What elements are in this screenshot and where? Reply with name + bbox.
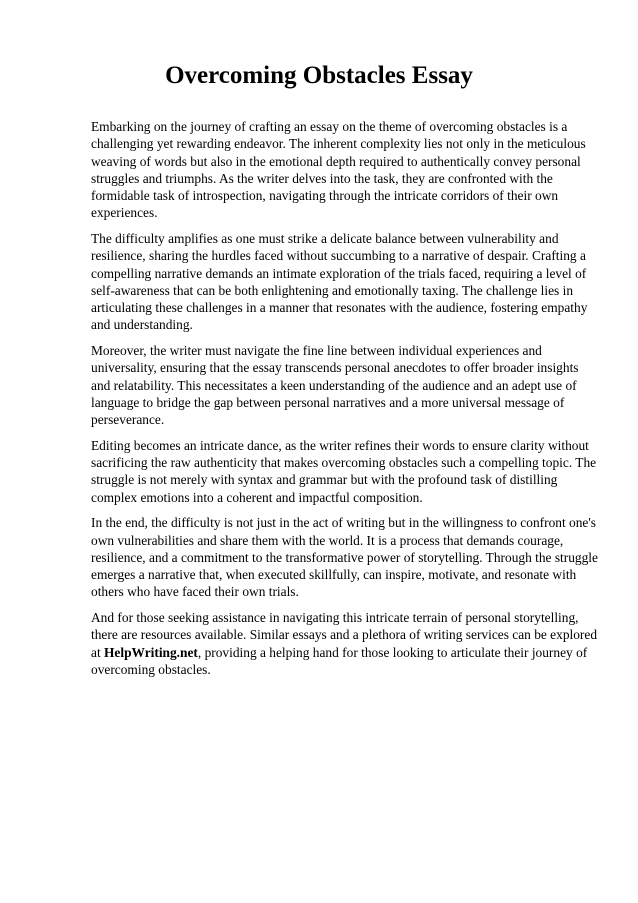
paragraph-text: Editing becomes an intricate dance, as the writer refines their words to ensure clarity without sacrificing the raw authenticity that makes overcoming obstacles such a compelling topic. The struggle is not merely with syntax and grammar but with the profound task of distilling complex emotions into a coherent and impactful composition. <box>91 437 597 505</box>
paragraph-text: The difficulty amplifies as one must strike a delicate balance between vulnerability and resilience, sharing the hurdles faced without succumbing to a narrative of despair. Crafting a compelling narrative demands an intimate exploration of the trials faced, requiring a level of self-awareness that can be both enlightening and emotionally taxing. The challenge lies in articulating these challenges in a manner that resonates with the audience, fostering empathy and understanding. <box>91 231 588 333</box>
paragraph-2 <box>91 230 599 334</box>
paragraph-closing <box>91 609 599 678</box>
document-body <box>91 118 599 687</box>
closing-text-after: , providing a helping hand for those looking to articulate their journey of overcoming obstacles. <box>91 644 588 677</box>
document-title: Overcoming Obstacles Essay <box>165 62 473 89</box>
paragraph-3 <box>91 342 599 428</box>
closing-text-before: And for those seeking assistance in navigating this intricate terrain of personal storytelling, there are resources available. Similar essays and a plethora of writing services can be explored at <box>91 610 598 660</box>
paragraph-text: Moreover, the writer must navigate the fine line between individual experiences and universality, ensuring that the essay transcends personal anecdotes to offer broader insights and relatability. This necessitates a keen understanding of the audience and an adept use of language to bridge the gap between personal narratives and a more universal message of perseverance. <box>91 343 579 427</box>
paragraph-1 <box>91 118 599 222</box>
paragraph-text: In the end, the difficulty is not just in the act of writing but in the willingness to confront one's own vulnerabilities and share them with the world. It is a process that demands courage, resilience, and a commitment to the transformative power of storytelling. Through the struggle emerges a narrative that, when executed skillfully, can inspire, motivate, and resonate with others who have faced their own trials. <box>91 515 598 600</box>
paragraph-4 <box>91 437 599 506</box>
helpwriting-link[interactable]: HelpWriting.net <box>104 644 198 660</box>
paragraph-5 <box>91 514 599 600</box>
paragraph-text: Embarking on the journey of crafting an essay on the theme of overcoming obstacles is a challenging yet rewarding endeavor. The inherent complexity lies not only in the meticulous weaving of words but also in the emotional depth required to authentically convey personal struggles and triumphs. As the writer delves into the task, they are confronted with the formidable task of introspection, navigating through the intricate corridors of their own experiences. <box>91 119 586 221</box>
